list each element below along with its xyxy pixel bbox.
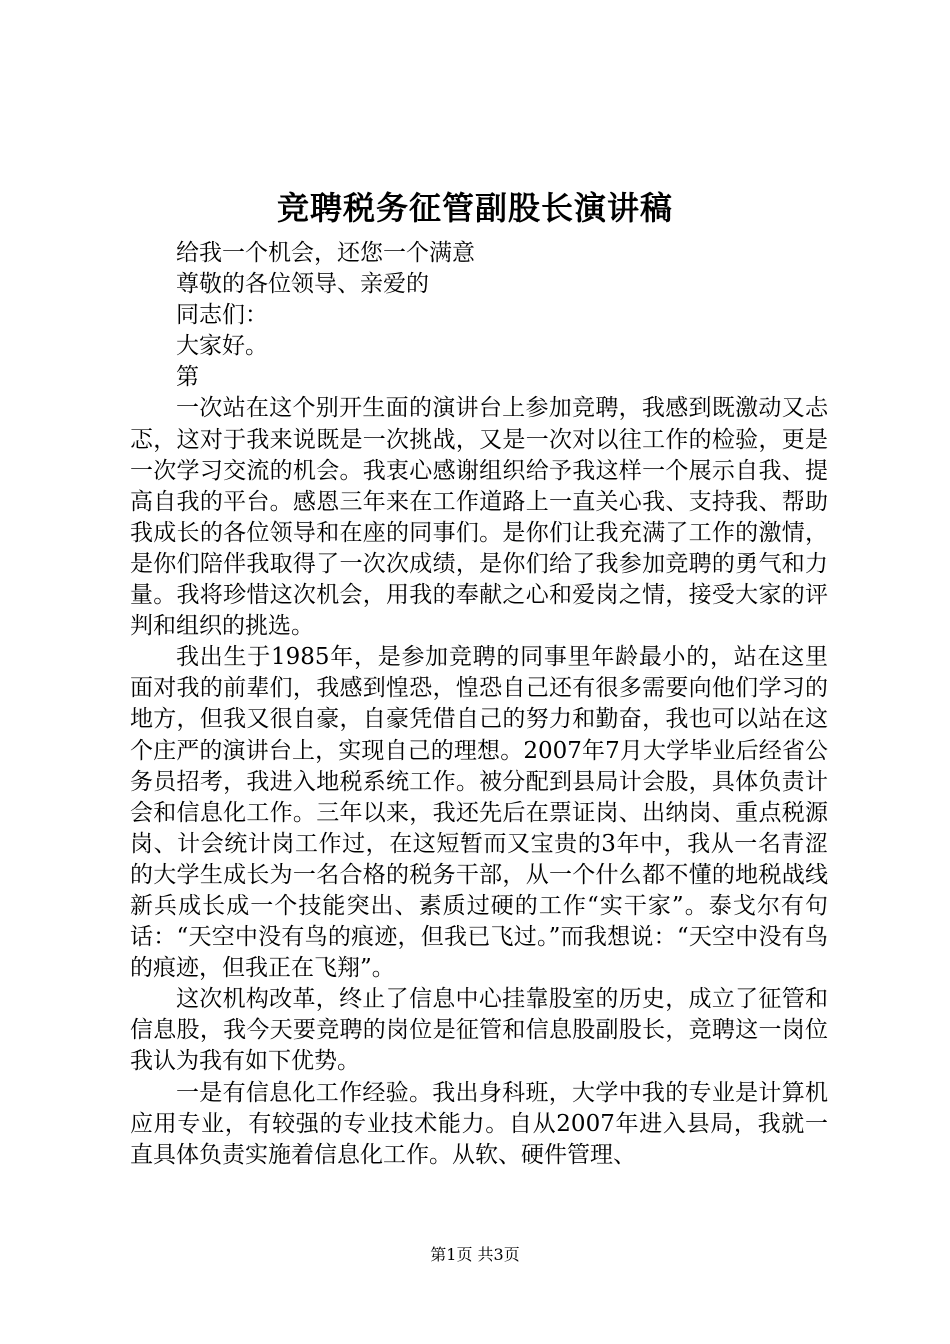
paragraph-fragment: 第 bbox=[176, 364, 199, 391]
paragraph-slogan: 给我一个机会，还您一个满意 bbox=[176, 240, 475, 266]
document-body bbox=[130, 238, 828, 1171]
paragraph-salutation-continued: 同志们： bbox=[176, 302, 268, 329]
paragraph-salutation: 尊敬的各位领导、亲爱的 bbox=[176, 271, 429, 298]
paragraph-reform: 这次机构改革，终止了信息中心挂靠股室的历史，成立了征管和信息股，我今天要竞聘的岗位是征管和信息股副股长，竞聘这一岗位我认为我有如下优势。 bbox=[130, 986, 828, 1075]
paragraph-background: 我出生于1985年，是参加竞聘的同事里年龄最小的，站在这里面对我的前辈们，我感到惶恐，惶恐自己还有很多需要向他们学习的地方，但我又很自豪，自豪凭借自己的努力和勤奋，我也可以站在这个庄严的演讲台上，实现自己的理想。2007年7月大学毕业后经省公务员招考，我进入地税系统工作。被分配到县局计会股，具体负责计会和信息化工作。三年以来，我还先后在票证岗、出纳岗、重点税源岗、计会统计岗工作过，在这短暂而又宝贵的3年中，我从一名青涩的大学生成长为一名合格的税务干部，从一个什么都不懂的地税战线新兵成长成一个技能突出、素质过硬的工作“实干家”。泰戈尔有句话：“天空中没有鸟的痕迹，但我已飞过。”而我想说：“天空中没有鸟的痕迹，但我正在飞翔”。 bbox=[130, 644, 828, 982]
document-title: 竞聘税务征管副股长演讲稿 bbox=[276, 189, 673, 227]
page-footer: 第1页 共3页 bbox=[430, 1245, 520, 1264]
paragraph-advantage-one: 一是有信息化工作经验。我出身科班，大学中我的专业是计算机应用专业，有较强的专业技术能力。自从2007年进入县局，我就一直具体负责实施着信息化工作。从软、硬件管理、 bbox=[130, 1079, 828, 1168]
paragraph-introduction: 一次站在这个别开生面的演讲台上参加竞聘，我感到既激动又忐忑，这对于我来说既是一次挑战，又是一次对以往工作的检验，更是一次学习交流的机会。我衷心感谢组织给予我这样一个展示自我、提高自我的平台。感恩三年来在工作道路上一直关心我、支持我、帮助我成长的各位领导和在座的同事们。是你们让我充满了工作的激情，是你们陪伴我取得了一次次成绩，是你们给了我参加竞聘的勇气和力量。我将珍惜这次机会，用我的奉献之心和爱岗之情，接受大家的评判和组织的挑选。 bbox=[130, 395, 828, 640]
paragraph-greeting: 大家好。 bbox=[176, 333, 268, 360]
